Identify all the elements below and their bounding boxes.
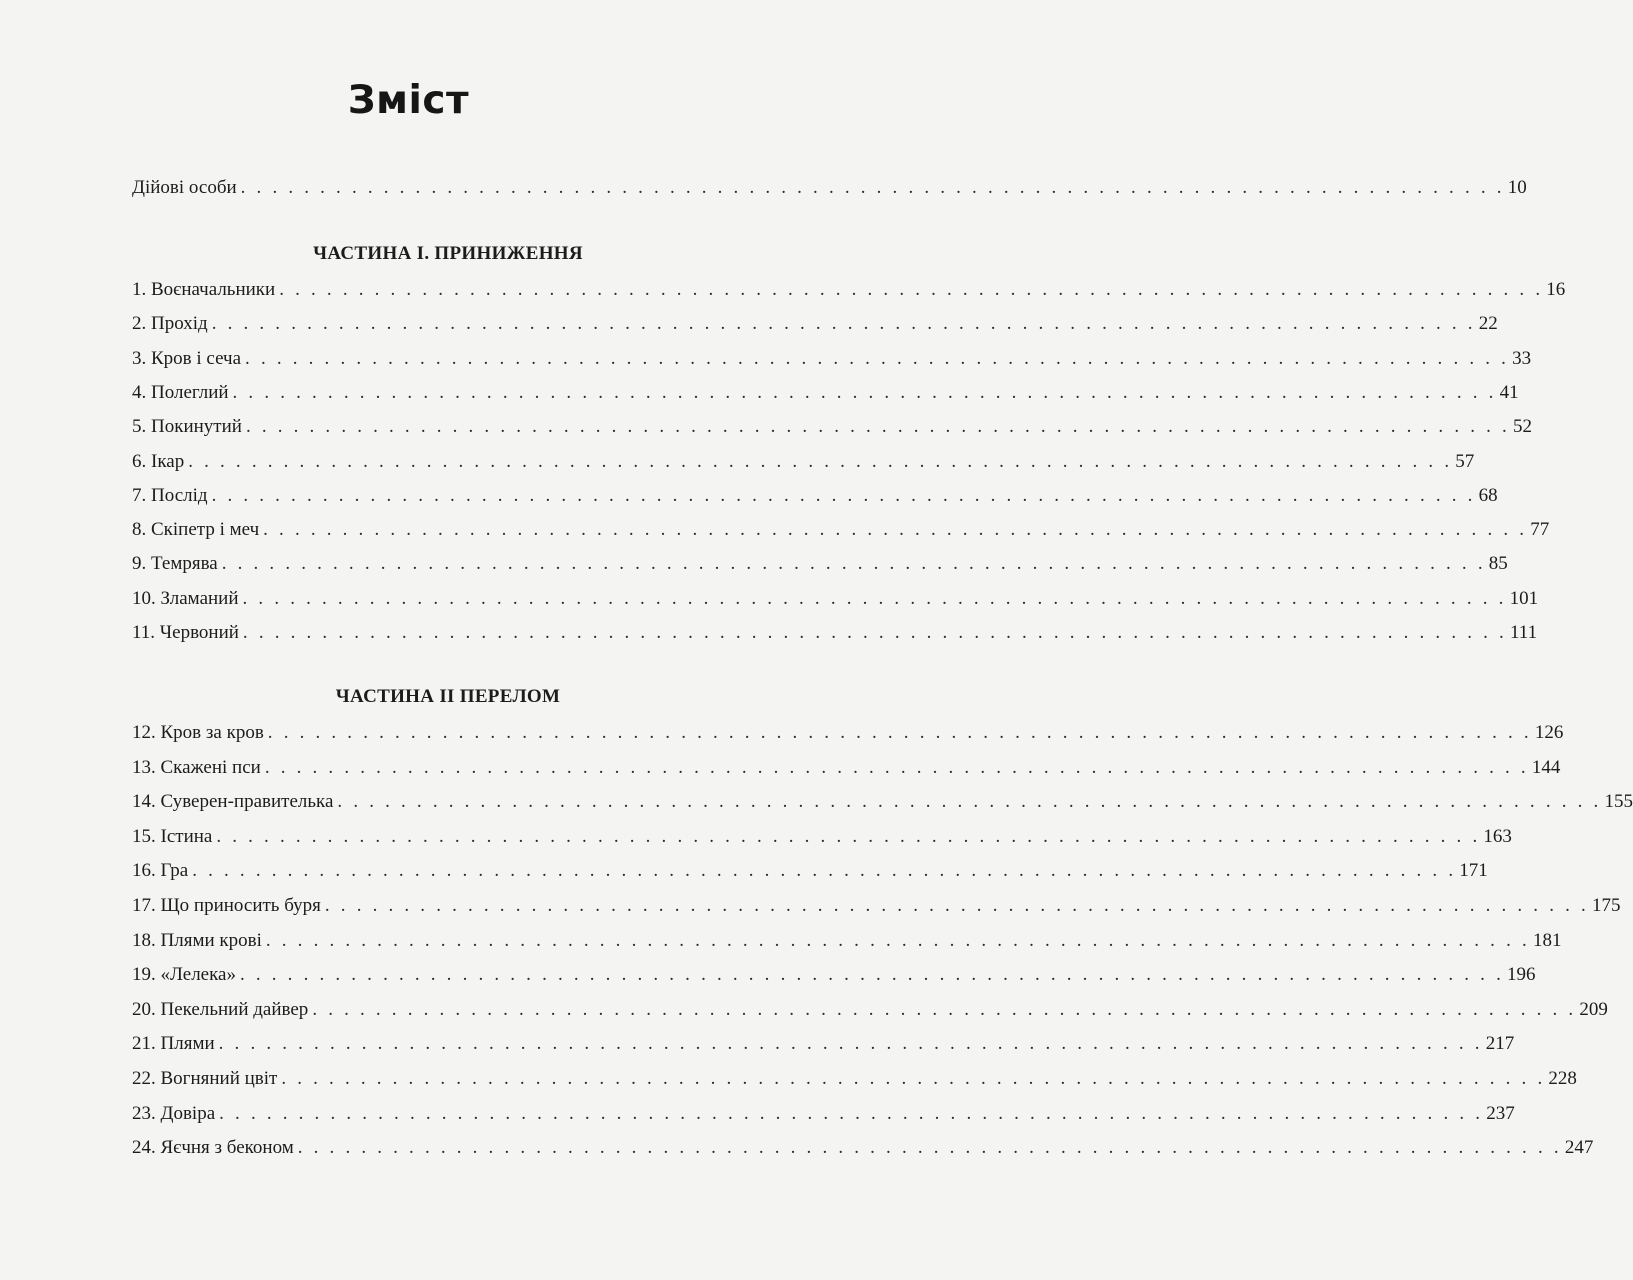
toc-entry-page: 126 — [1534, 722, 1564, 743]
toc-entry — [132, 892, 1621, 920]
toc-leader-dots: . . . . . . . . . . . . . . . . . . . . . . . . . . . . . . . . . . . . . . . . . . . . . . . . . . . . . . . . . . . . . . . . . . . . . . . . . . . . . . . . — [219, 1102, 1484, 1124]
toc-leader-dots: . . . . . . . . . . . . . . . . . . . . . . . . . . . . . . . . . . . . . . . . . . . . . . . . . . . . . . . . . . . . . . . . . . . . . . . . . . . . . . . . — [312, 998, 1577, 1020]
toc-entry — [132, 482, 1498, 510]
toc-entry — [132, 413, 1532, 441]
toc-entry-page: 171 — [1459, 860, 1488, 882]
toc-entry-label: 9. Темрява — [132, 553, 218, 575]
toc-entry — [132, 788, 1633, 816]
toc-entry — [132, 516, 1550, 544]
toc-leader-dots: . . . . . . . . . . . . . . . . . . . . . . . . . . . . . . . . . . . . . . . . . . . . . . . . . . . . . . . . . . . . . . . . . . . . . . . . . . . . . . . . — [232, 381, 1497, 403]
toc-entry-page: 85 — [1488, 553, 1508, 575]
toc-entry — [132, 310, 1498, 338]
part-heading-2: ЧАСТИНА ІІ ПЕРЕЛОМ — [335, 686, 561, 707]
toc-leader-dots: . . . . . . . . . . . . . . . . . . . . . . . . . . . . . . . . . . . . . . . . . . . . . . . . . . . . . . . . . . . . . . . . . . . . . . . . . . . . . . . . — [188, 450, 1453, 472]
toc-leader-dots: . . . . . . . . . . . . . . . . . . . . . . . . . . . . . . . . . . . . . . . . . . . . . . . . . . . . . . . . . . . . . . . . . . . . . . . . . . . . . . . . — [216, 825, 1481, 847]
toc-leader-dots: . . . . . . . . . . . . . . . . . . . . . . . . . . . . . . . . . . . . . . . . . . . . . . . . . . . . . . . . . . . . . . . . . . . . . . . . . . . . . . . . — [279, 279, 1544, 300]
toc-entry — [132, 550, 1508, 578]
toc-leader-dots: . . . . . . . . . . . . . . . . . . . . . . . . . . . . . . . . . . . . . . . . . . . . . . . . . . . . . . . . . . . . . . . . . . . . . . . . . . . . . . . . — [297, 1137, 1562, 1159]
toc-entry — [132, 276, 1566, 304]
toc-entry-label: 3. Кров і сеча — [132, 347, 242, 369]
toc-entry — [132, 1100, 1515, 1128]
toc-entry-label: 16. Гра — [132, 860, 189, 882]
toc-entry-page: 111 — [1509, 622, 1538, 643]
toc-entry-page: 155 — [1604, 791, 1633, 813]
toc-entry-page: 101 — [1509, 587, 1539, 609]
toc-entry-label: 1. Воєначальники — [132, 279, 276, 300]
toc-entry-page: 57 — [1455, 450, 1475, 472]
toc-entry-page: 33 — [1512, 347, 1532, 369]
toc-entry-page: 237 — [1486, 1102, 1515, 1124]
toc-entry — [132, 996, 1608, 1024]
toc-entry-page: 77 — [1530, 519, 1550, 541]
toc-entry-label: 11. Червоний — [132, 622, 239, 643]
toc-entry — [132, 857, 1488, 885]
toc-entry — [132, 1030, 1515, 1058]
toc-entry-page: 52 — [1513, 416, 1532, 438]
toc-entry-label: 12. Кров за кров — [132, 722, 264, 743]
toc-entry-page: 196 — [1507, 964, 1536, 986]
toc-entry-label: 21. Плями — [132, 1033, 215, 1055]
toc-leader-dots: . . . . . . . . . . . . . . . . . . . . . . . . . . . . . . . . . . . . . . . . . . . . . . . . . . . . . . . . . . . . . . . . . . . . . . . . . . . . . . . . — [245, 416, 1510, 438]
toc-leader-dots: . . . . . . . . . . . . . . . . . . . . . . . . . . . . . . . . . . . . . . . . . . . . . . . . . . . . . . . . . . . . . . . . . . . . . . . . . . . . . . . . — [211, 313, 1476, 335]
toc-leader-dots: . . . . . . . . . . . . . . . . . . . . . . . . . . . . . . . . . . . . . . . . . . . . . . . . . . . . . . . . . . . . . . . . . . . . . . . . . . . . . . . . — [211, 484, 1476, 506]
toc-entry — [132, 448, 1475, 476]
toc-entry-label: 14. Суверен-правителька — [132, 791, 334, 813]
toc-leader-dots: . . . . . . . . . . . . . . . . . . . . . . . . . . . . . . . . . . . . . . . . . . . . . . . . . . . . . . . . . . . . . . . . . . . . . . . . . . . . . . . . — [239, 964, 1505, 986]
toc-entry — [132, 823, 1512, 851]
toc-entry — [132, 719, 1564, 747]
toc-entry-label: 7. Послід — [132, 484, 208, 506]
toc-entry — [132, 961, 1536, 989]
toc-entry-page: 181 — [1532, 929, 1562, 951]
toc-entry-page: 209 — [1579, 998, 1608, 1020]
toc-leader-dots: . . . . . . . . . . . . . . . . . . . . . . . . . . . . . . . . . . . . . . . . . . . . . . . . . . . . . . . . . . . . . . . . . . . . . . . . . . . . . . . . — [245, 347, 1510, 369]
toc-leader-dots: . . . . . . . . . . . . . . . . . . . . . . . . . . . . . . . . . . . . . . . . . . . . . . . . . . . . . . . . . . . . . . . . . . . . . . . . . . . . . . . . — [192, 860, 1457, 882]
toc-leader-dots: . . . . . . . . . . . . . . . . . . . . . . . . . . . . . . . . . . . . . . . . . . . . . . . . . . . . . . . . . . . . . . . . . . . . . . . . . . . . . . . . — [267, 722, 1532, 743]
toc-entry-label: 22. Вогняний цвіт — [132, 1068, 278, 1089]
toc-leader-dots: . . . . . . . . . . . . . . . . . . . . . . . . . . . . . . . . . . . . . . . . . . . . . . . . . . . . . . . . . . . . . . . . . . . . . . . . . . . . . . . . — [240, 177, 1505, 198]
toc-leader-dots: . . . . . . . . . . . . . . . . . . . . . . . . . . . . . . . . . . . . . . . . . . . . . . . . . . . . . . . . . . . . . . . . . . . . . . . . . . . . . . . . — [324, 895, 1589, 916]
toc-leader-dots: . . . . . . . . . . . . . . . . . . . . . . . . . . . . . . . . . . . . . . . . . . . . . . . . . . . . . . . . . . . . . . . . . . . . . . . . . . . . . . . . — [337, 791, 1602, 813]
toc-entry-label: 19. «Лелека» — [132, 964, 236, 986]
part-heading-1: ЧАСТИНА І. ПРИНИЖЕННЯ — [313, 243, 583, 264]
toc-entry-label: 13. Скажені пси — [132, 756, 261, 778]
toc-entry-page: 228 — [1548, 1068, 1577, 1089]
toc-entry-label: Дійові особи — [132, 177, 237, 198]
toc-leader-dots: . . . . . . . . . . . . . . . . . . . . . . . . . . . . . . . . . . . . . . . . . . . . . . . . . . . . . . . . . . . . . . . . . . . . . . . . . . . . . . . . — [218, 1033, 1483, 1055]
toc-entry-label: 4. Полеглий — [132, 381, 229, 403]
toc-entry-label: 23. Довіра — [132, 1102, 216, 1124]
toc-leader-dots: . . . . . . . . . . . . . . . . . . . . . . . . . . . . . . . . . . . . . . . . . . . . . . . . . . . . . . . . . . . . . . . . . . . . . . . . . . . . . . . . — [221, 553, 1486, 575]
toc-entry — [132, 619, 1538, 647]
toc-entry — [132, 927, 1562, 955]
toc-entry-page: 41 — [1499, 381, 1519, 403]
toc-entry — [132, 754, 1561, 782]
toc-entry-label: 24. Яєчня з беконом — [132, 1137, 294, 1159]
toc-entry-page: 68 — [1478, 484, 1498, 506]
toc-entry-label: 15. Істина — [132, 825, 213, 847]
toc-leader-dots: . . . . . . . . . . . . . . . . . . . . . . . . . . . . . . . . . . . . . . . . . . . . . . . . . . . . . . . . . . . . . . . . . . . . . . . . . . . . . . . . — [265, 929, 1530, 951]
toc-entry-label: 6. Ікар — [132, 450, 185, 472]
toc-entry-label: 17. Що приносить буря — [132, 895, 321, 916]
toc-leader-dots: . . . . . . . . . . . . . . . . . . . . . . . . . . . . . . . . . . . . . . . . . . . . . . . . . . . . . . . . . . . . . . . . . . . . . . . . . . . . . . . . — [264, 756, 1529, 778]
toc-entry — [132, 1065, 1577, 1093]
toc-entry-label: 18. Плями крові — [132, 929, 262, 951]
toc-entry — [132, 345, 1532, 373]
toc-entry-page: 175 — [1591, 895, 1621, 916]
toc-entry — [132, 1134, 1594, 1162]
toc-entry-page: 217 — [1485, 1033, 1515, 1055]
toc-entry-label: 8. Скіпетр і меч — [132, 519, 260, 541]
toc-entry-preface — [132, 174, 1527, 202]
toc-entry-label: 10. Зламаний — [132, 587, 239, 609]
toc-entry-label: 20. Пекельний дайвер — [132, 998, 309, 1020]
toc-entry-page: 247 — [1564, 1137, 1594, 1159]
toc-entry-page: 144 — [1531, 756, 1561, 778]
toc-entry-label: 2. Прохід — [132, 313, 208, 335]
toc-leader-dots: . . . . . . . . . . . . . . . . . . . . . . . . . . . . . . . . . . . . . . . . . . . . . . . . . . . . . . . . . . . . . . . . . . . . . . . . . . . . . . . . — [281, 1068, 1546, 1089]
toc-entry-page: 163 — [1483, 825, 1512, 847]
toc-leader-dots: . . . . . . . . . . . . . . . . . . . . . . . . . . . . . . . . . . . . . . . . . . . . . . . . . . . . . . . . . . . . . . . . . . . . . . . . . . . . . . . . — [242, 622, 1507, 643]
toc-entry-page: 16 — [1546, 279, 1566, 300]
page-title: Зміст — [347, 78, 470, 123]
toc-entry-page: 22 — [1478, 313, 1498, 335]
toc-entry — [132, 585, 1539, 613]
toc-entry-label: 5. Покинутий — [132, 416, 242, 438]
toc-leader-dots: . . . . . . . . . . . . . . . . . . . . . . . . . . . . . . . . . . . . . . . . . . . . . . . . . . . . . . . . . . . . . . . . . . . . . . . . . . . . . . . . — [242, 587, 1507, 609]
toc-entry-page: 10 — [1507, 177, 1527, 198]
toc-leader-dots: . . . . . . . . . . . . . . . . . . . . . . . . . . . . . . . . . . . . . . . . . . . . . . . . . . . . . . . . . . . . . . . . . . . . . . . . . . . . . . . . — [263, 519, 1528, 541]
toc-entry — [132, 379, 1519, 407]
